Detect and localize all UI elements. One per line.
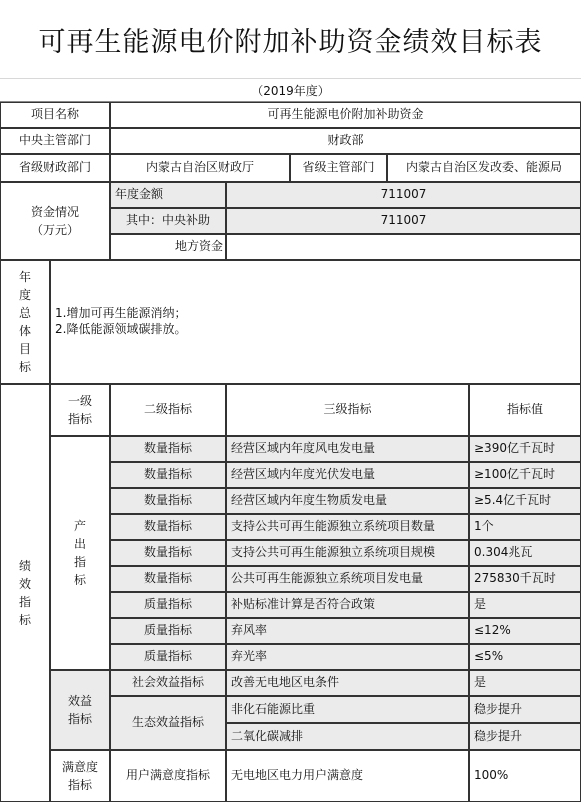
province-dept-value: 内蒙古自治区发改委、能源局: [387, 154, 581, 182]
funds-row-label: 其中：中央补助: [110, 208, 226, 234]
indicator-value: ≥390亿千瓦时: [469, 436, 581, 462]
indicator-level3: 无电地区电力用户满意度: [226, 750, 469, 802]
indicator-value: 是: [469, 670, 581, 696]
indicator-level2: 数量指标: [110, 566, 226, 592]
indicator-value: 稳步提升: [469, 696, 581, 723]
indicator-level3: 二氧化碳减排: [226, 723, 469, 750]
indicator-level2: 质量指标: [110, 592, 226, 618]
indicator-level2: 质量指标: [110, 644, 226, 670]
page-title: 可再生能源电价附加补助资金绩效目标表: [0, 0, 581, 79]
benefit-group-label: 效益 指标: [50, 670, 110, 750]
indicator-value: 100%: [469, 750, 581, 802]
indicator-value: ≥5.4亿千瓦时: [469, 488, 581, 514]
central-dept-label: 中央主管部门: [0, 128, 110, 154]
indicator-value: 是: [469, 592, 581, 618]
indicator-level3: 补贴标准计算是否符合政策: [226, 592, 469, 618]
indicator-level3: 弃风率: [226, 618, 469, 644]
indicator-level2: 数量指标: [110, 436, 226, 462]
indicator-level3: 支持公共可再生能源独立系统项目规模: [226, 540, 469, 566]
indicator-level3: 公共可再生能源独立系统项目发电量: [226, 566, 469, 592]
goal-item: 1.增加可再生能源消纳；: [55, 306, 187, 321]
indicator-level2: 数量指标: [110, 462, 226, 488]
indicators-section-label: 绩 效 指 标: [0, 384, 50, 802]
year-label: （2019年度）: [0, 79, 581, 102]
indicator-level3: 非化石能源比重: [226, 696, 469, 723]
indicator-level2: 数量指标: [110, 514, 226, 540]
funds-row-value: 711007: [226, 182, 581, 208]
funds-row-label: 地方资金: [110, 234, 226, 260]
indicator-value: 0.304兆瓦: [469, 540, 581, 566]
project-name-value: 可再生能源电价附加补助资金: [110, 102, 581, 128]
funds-row-value: [226, 234, 581, 260]
header-level2: 二级指标: [110, 384, 226, 436]
funds-row-label: 年度金额: [110, 182, 226, 208]
indicator-level2: 质量指标: [110, 618, 226, 644]
indicator-level3: 经营区域内年度风电发电量: [226, 436, 469, 462]
indicator-value: 1个: [469, 514, 581, 540]
province-finance-value: 内蒙古自治区财政厅: [110, 154, 290, 182]
indicator-level3: 支持公共可再生能源独立系统项目数量: [226, 514, 469, 540]
indicator-value: ≤5%: [469, 644, 581, 670]
funds-label: 资金情况 （万元）: [0, 182, 110, 260]
indicator-level3: 经营区域内年度光伏发电量: [226, 462, 469, 488]
indicator-level2: 社会效益指标: [110, 670, 226, 696]
indicator-level3: 经营区域内年度生物质发电量: [226, 488, 469, 514]
indicator-value: ≥100亿千瓦时: [469, 462, 581, 488]
project-name-label: 项目名称: [0, 102, 110, 128]
funds-row-value: 711007: [226, 208, 581, 234]
indicator-level2: 生态效益指标: [110, 696, 226, 750]
goal-item: 2.降低能源领域碳排放。: [55, 322, 187, 336]
header-level1: 一级 指标: [50, 384, 110, 436]
indicator-value: 稳步提升: [469, 723, 581, 750]
header-value: 指标值: [469, 384, 581, 436]
indicator-level3: 弃光率: [226, 644, 469, 670]
annual-goal-label: 年 度 总 体 目 标: [0, 260, 50, 384]
indicator-level2: 用户满意度指标: [110, 750, 226, 802]
satisfaction-group-label: 满意度 指标: [50, 750, 110, 802]
indicator-level2: 数量指标: [110, 488, 226, 514]
indicator-level3: 改善无电地区电条件: [226, 670, 469, 696]
performance-table: [0, 102, 581, 802]
indicator-value: ≤12%: [469, 618, 581, 644]
province-finance-label: 省级财政部门: [0, 154, 110, 182]
header-level3: 三级指标: [226, 384, 469, 436]
indicator-level2: 数量指标: [110, 540, 226, 566]
central-dept-value: 财政部: [110, 128, 581, 154]
annual-goal-content: [50, 260, 581, 384]
output-group-label: 产 出 指 标: [50, 436, 110, 670]
province-dept-label: 省级主管部门: [290, 154, 387, 182]
indicator-value: 275830千瓦时: [469, 566, 581, 592]
